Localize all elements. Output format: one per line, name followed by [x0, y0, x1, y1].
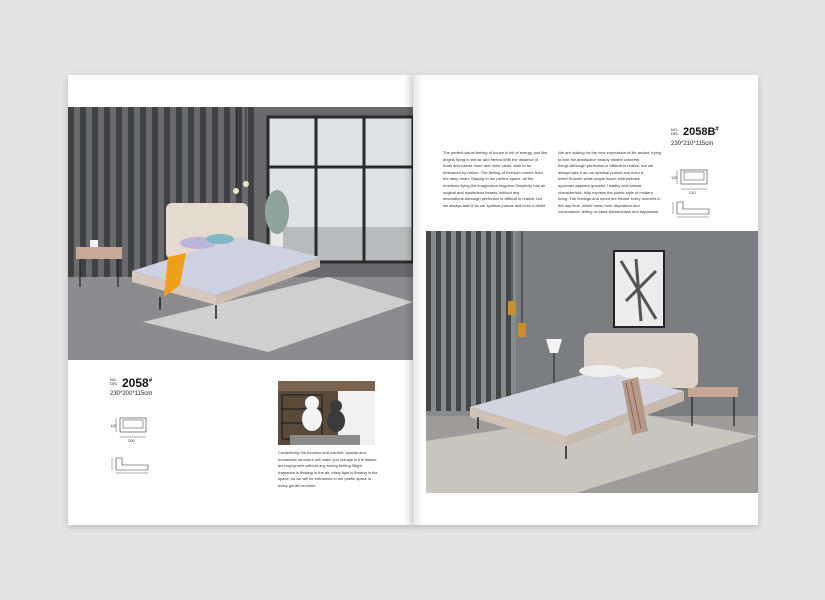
model-del-label: DEL	[671, 131, 679, 136]
left-description-text: Considering the function and comfort, special and humanistic structure will make you indulge in the leisure and enjoyment without any boring feeling.Slight fragrance is floating in the air, misty light is flowing in the space, so we will be entranced in the poetic space in every gentle moment.	[278, 450, 378, 488]
model-mark: #	[148, 378, 153, 384]
catalog-spread	[68, 75, 758, 525]
model-2058B-label	[671, 128, 751, 150]
right-description-text-1: The perfect visual feeling of house is full of energy, just like angels flying in the air and freeon.With the distance of heart and nature more and more close, wish to be embraced by nature. The feeling of freedom comes from the deep heart. Staying in the perfect space, all the emotions flying the imagination kingdom.Simplicity has an original and mysterious beauty, without any decorations.Although perfection is difficult to realize, but we always take it as our spiritual pursuit and even a belief.	[443, 150, 548, 208]
model-dimensions: 230*200*115cm	[110, 391, 153, 397]
spread-gutter-shadow	[403, 75, 423, 525]
model-del-label: DEL	[110, 381, 118, 386]
bed-side-dimension-diagram	[671, 199, 713, 219]
model-mark: #	[715, 126, 719, 133]
diagram-width: 210	[689, 190, 696, 195]
bed-front-dimension-diagram	[110, 415, 150, 443]
model-code: 2058B#	[683, 126, 719, 138]
bedroom-photo-main	[68, 107, 413, 360]
left-page	[68, 75, 413, 525]
model-no-label: NO.	[671, 127, 679, 132]
model-2058-label	[110, 378, 210, 400]
diagram-width: 200	[128, 438, 135, 443]
model-dimensions: 230*210*115cm	[671, 141, 714, 147]
model-code: 2058#	[122, 376, 153, 390]
bed-front-dimension-diagram	[671, 167, 711, 195]
diagram-height: 115	[110, 423, 117, 428]
detail-photo-decor	[278, 381, 375, 445]
right-description-text-2: We are looking for the new expression of life andart, trying to turn the abstractive beauty intothe concrete things.Although perfection is difficult to realize, but we always take it as our spiritual pursuit and even a belief.Smooth white maple wood, with delicate appendix,appears graceful, healthy and natural characteristic, fully express the poetic style of modern living. The feelings and mood are thicker every moment in the day time, which need more deposition and consonance, letting us taste blessedness and happiness.	[558, 150, 662, 215]
bedroom-photo-secondary	[426, 231, 758, 493]
diagram-height: 115	[671, 175, 678, 180]
right-page	[413, 75, 758, 525]
model-no-label: NO.	[110, 377, 118, 382]
bed-side-dimension-diagram	[110, 455, 152, 475]
